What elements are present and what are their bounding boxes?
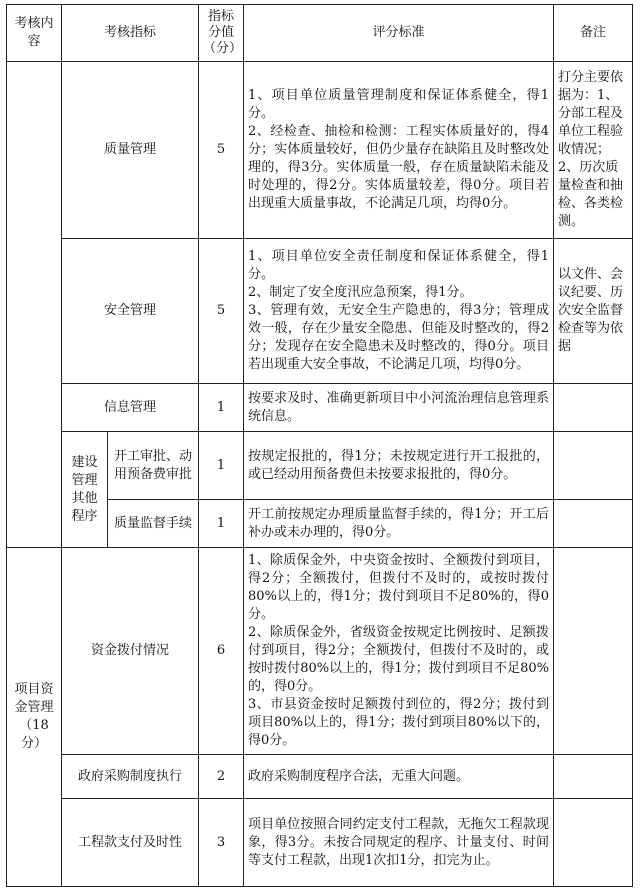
standard-approval: 按规定报批的，得1分；未按规定进行开工报批的，或已经动用预备费但未按要求报批的，得0分。	[244, 432, 554, 500]
standard-info: 按要求及时、准确更新项目中小河流治理信息管理系统信息。	[244, 384, 554, 432]
table-row-procurement	[7, 755, 633, 799]
score-supervision: 1	[199, 500, 244, 548]
score-quality: 5	[199, 62, 244, 239]
standard-funds-item: 1、除质保金外，中央资金按时、全额拨付到项目，得2分；全额拨付，但拨付不及时的，或按时拨付80%以上的，得1分；拨付到项目不足80%的，得0分。	[248, 553, 550, 622]
header-indicator: 考核指标	[62, 5, 199, 62]
indicator-info: 信息管理	[62, 384, 199, 432]
standard-procurement: 政府采购制度程序合法，无重大问题。	[244, 755, 554, 799]
section1-content-cell	[7, 62, 62, 548]
standard-supervision: 开工前按规定办理质量监督手续的，得1分；开工后补办或未办理的，得0分。	[244, 500, 554, 548]
standard-safety-item: 2、制定了安全度汛应急预案，得1分。	[248, 285, 473, 300]
remark-quality: 打分主要依据为：1、分部工程及单位工程验收情况；2、历次质量检查和抽检、各类检测。	[554, 62, 633, 239]
indicator-supervision: 质量监督手续	[108, 500, 199, 548]
standard-funds	[244, 548, 554, 755]
remark-procurement	[554, 755, 633, 799]
remark-funds	[554, 548, 633, 755]
remark-payment	[554, 799, 633, 887]
table-row-funds	[7, 548, 633, 755]
header-remark: 备注	[554, 5, 633, 62]
remark-info	[554, 384, 633, 432]
section2-label: 项目资金管理（18分）	[7, 548, 62, 887]
remark-supervision	[554, 500, 633, 548]
remark-approval	[554, 432, 633, 500]
indicator-procurement: 政府采购制度执行	[62, 755, 199, 799]
indicator-quality: 质量管理	[62, 62, 199, 239]
indicator-funds: 资金拨付情况	[62, 548, 199, 755]
standard-funds-item: 3、市县资金按时足额拨付到位的，得2分；拨付到项目80%以上的，得1分；拨付到项目80%以下的，得0分。	[248, 697, 550, 748]
table-row-quality	[7, 62, 633, 239]
table-row-safety	[7, 239, 633, 384]
indicator-approval: 开工审批、动用预备费审批	[108, 432, 199, 500]
standard-funds-item: 2、除质保金外，省级资金按规定比例按时、足额拨付到项目，得2分；全额拨付，但拨付不及时的，或按时拨付80%以上的，得1分；拨付到项目不足80%的，得0分。	[248, 625, 550, 694]
score-funds: 6	[199, 548, 244, 755]
standard-safety-item: 1、项目单位安全责任制度和保证体系健全，得1分。	[248, 249, 550, 282]
table-row-approval	[7, 432, 633, 500]
standard-safety-item: 3、管理有效，无安全生产隐患的，得3分；管理成效一般，存在少量安全隐患、但能及时整改的，得2分；发现存在安全隐患未及时整改的，得0分。项目若出现重大安全事故，不论满足几项，均得0分。	[248, 303, 550, 372]
remark-safety: 以文件、会议纪要、历次安全监督检查等为依据	[554, 239, 633, 384]
standard-quality-item: 1、项目单位质量管理制度和保证体系健全，得1分。	[248, 88, 550, 121]
score-procurement: 2	[199, 755, 244, 799]
score-safety: 5	[199, 239, 244, 384]
standard-payment: 项目单位按照合同约定支付工程款，无拖欠工程款现象，得3分。未按合同规定的程序、计量支付、时间等支付工程款，出现1次扣1分，扣完为止。	[244, 799, 554, 887]
assessment-table	[6, 4, 633, 887]
table-row-payment	[7, 799, 633, 887]
indicator-safety: 安全管理	[62, 239, 199, 384]
table-row-info	[7, 384, 633, 432]
header-row	[7, 5, 633, 62]
indicator-other-group: 建设管理其他程序	[62, 432, 108, 548]
header-content: 考核内容	[7, 5, 62, 62]
standard-quality-item: 2、经检查、抽检和检测：工程实体质量好的，得4分；实体质量较好，但仍少量存在缺陷且及时整改处理的，得3分。实体质量一般，存在质量缺陷未能及时处理的，得2分。实体质量较差，得0分。项目若出现重大质量事故，不论满足几项，均得0分。	[248, 124, 550, 211]
header-standard: 评分标准	[244, 5, 554, 62]
indicator-payment: 工程款支付及时性	[62, 799, 199, 887]
score-approval: 1	[199, 432, 244, 500]
score-info: 1	[199, 384, 244, 432]
header-score: 指标分值（分）	[199, 5, 244, 62]
standard-quality	[244, 62, 554, 239]
standard-safety	[244, 239, 554, 384]
score-payment: 3	[199, 799, 244, 887]
